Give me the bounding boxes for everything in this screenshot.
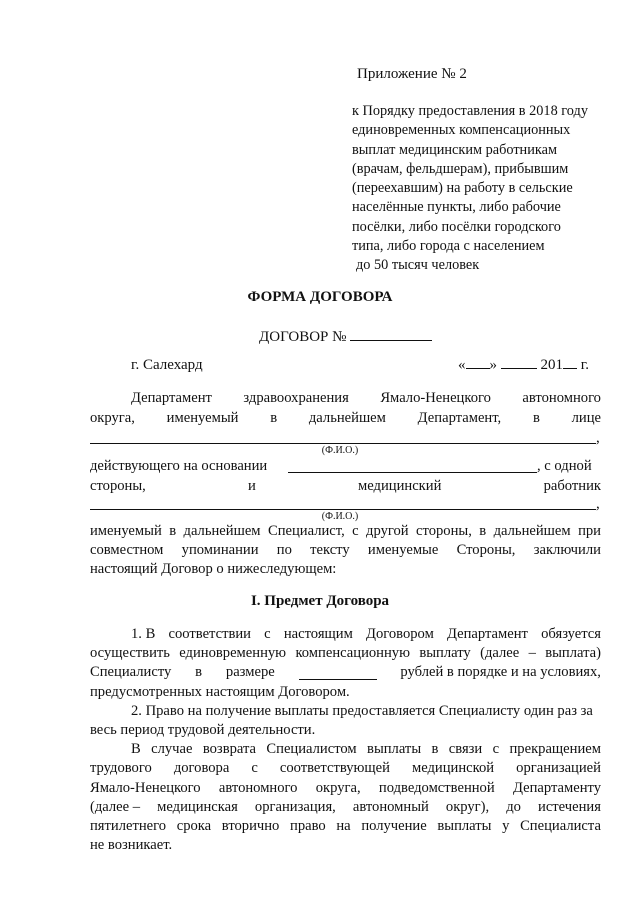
fio-caption: (Ф.И.О.): [321, 511, 359, 522]
word: осуществить: [90, 645, 170, 662]
text-line: весь период трудовой деятельности.: [90, 722, 316, 739]
parties-line-2: [90, 410, 601, 427]
word: выплата): [545, 645, 601, 662]
comma: ,: [596, 430, 600, 446]
word: прекращением: [509, 741, 601, 758]
word: Департамент,: [417, 410, 502, 426]
word: вторично: [221, 818, 280, 835]
parties-line-5: [90, 478, 601, 495]
fio-rep-blank: [90, 443, 596, 444]
word: медицинский: [358, 478, 442, 494]
date-day-blank: [466, 368, 490, 369]
word: договора: [173, 760, 230, 777]
word: в: [195, 664, 203, 681]
annex-line: типа, либо города с населением: [352, 238, 545, 255]
word: Департаменту: [512, 779, 601, 796]
word: округа,: [315, 779, 361, 796]
word: медицинская: [157, 798, 238, 815]
word: (далее: [480, 645, 520, 662]
text-line: предусмотренных настоящим Договором.: [90, 683, 350, 700]
word: Департамент: [131, 390, 212, 406]
word: автономного: [218, 779, 298, 796]
word: настоящим: [283, 626, 353, 642]
word: рублей в порядке и на условиях,: [400, 664, 601, 681]
date-year-blank: [563, 368, 577, 369]
word: (далее –: [90, 798, 141, 815]
comma: ,: [596, 496, 600, 512]
word: автономный: [352, 798, 429, 815]
word: случае: [151, 741, 193, 758]
date-month-blank: [501, 368, 537, 369]
word: единовременную: [179, 645, 287, 662]
annex-line: единовременных компенсационных: [352, 122, 571, 139]
word: выплаты: [367, 741, 422, 758]
payment-amount-blank: [299, 663, 377, 679]
word: с: [352, 523, 359, 539]
word: Департамент: [447, 626, 528, 642]
basis-suffix: , с одной: [537, 458, 592, 474]
date-suffix: г.: [580, 357, 589, 373]
text-line: [90, 522, 601, 541]
word: пятилетнего: [90, 818, 167, 835]
word: размере: [225, 664, 275, 681]
word: по: [276, 542, 292, 559]
text-line: [90, 541, 601, 560]
word: дальнейшем: [493, 523, 571, 539]
word: возврата: [202, 741, 257, 758]
annex-line: к Порядку предоставления в 2018 году: [352, 103, 588, 119]
word: Специалист,: [267, 523, 345, 539]
city: г. Салехард: [131, 357, 203, 373]
word: стороны,: [416, 523, 472, 539]
section-1-body: [90, 625, 601, 855]
word: соответствующей: [279, 760, 390, 777]
word: другой: [366, 523, 409, 539]
word: в: [479, 523, 487, 539]
annex-title: Приложение № 2: [357, 66, 467, 82]
contract-number-blank: [350, 340, 432, 341]
word: заключили: [533, 542, 601, 559]
word: подведомственной: [378, 779, 495, 796]
word: стороны,: [90, 478, 146, 494]
word: автономного: [522, 390, 601, 406]
annex-line: до 50 тысяч человек: [356, 257, 480, 274]
word: совместном: [90, 542, 164, 559]
text-line: [90, 740, 601, 759]
word: именуемые: [367, 542, 439, 559]
word: Ямало-Ненецкого: [380, 390, 491, 406]
word: 1. В: [131, 626, 156, 642]
fio-specialist-blank: [90, 509, 596, 510]
text-line: настоящий Договор о нижеследующем:: [90, 561, 337, 578]
word: у: [502, 818, 510, 835]
word: Стороны,: [456, 542, 516, 559]
word: Специалистом: [266, 741, 357, 758]
parties-line-1: [90, 390, 601, 407]
word: дальнейшем: [308, 410, 386, 426]
word: именуемый: [166, 410, 239, 426]
text-line: [90, 663, 601, 682]
word: до: [506, 798, 521, 815]
word: трудового: [90, 760, 152, 777]
word: соответствии: [168, 626, 251, 642]
word: с: [251, 760, 258, 777]
annex-line: (врачам, фельдшерам), прибывшим: [352, 160, 569, 177]
word: в: [532, 410, 540, 426]
text-line: [90, 644, 601, 663]
text-line: [90, 759, 601, 778]
word: упоминании: [181, 542, 259, 559]
annex-description: [352, 102, 620, 276]
contract-label: ДОГОВОР №: [259, 329, 347, 345]
contract-date: [458, 357, 589, 374]
form-title: ФОРМА ДОГОВОРА: [247, 289, 393, 305]
word: дальнейшем: [183, 523, 261, 539]
word: округ),: [445, 798, 490, 815]
word: здравоохранения: [243, 390, 349, 406]
word: в: [270, 410, 278, 426]
word: медицинской: [411, 760, 495, 777]
annex-line: (переехавшим) на работу в сельские: [352, 180, 573, 197]
annex-line: населённые пункты, либо рабочие: [352, 199, 561, 216]
annex-line: посёлки, либо посёлки городского: [352, 218, 561, 235]
word: и: [248, 478, 256, 494]
word: компенсационную: [295, 645, 411, 662]
word: Специалиста: [520, 818, 601, 835]
date-open-quote: «: [458, 357, 466, 373]
word: в: [169, 523, 177, 539]
word: обязуется: [541, 626, 601, 642]
text-line: не возникает.: [90, 837, 173, 854]
word: с: [492, 741, 500, 758]
text-line: 2. Право на получение выплаты предоставляется Специалисту один раз за: [131, 702, 593, 719]
word: организация,: [254, 798, 336, 815]
word: связи: [448, 741, 483, 758]
date-year: 201: [540, 357, 563, 373]
word: лице: [571, 410, 601, 426]
word: работник: [543, 478, 601, 494]
text-line: [90, 625, 601, 644]
word: в: [431, 741, 439, 758]
word: срока: [176, 818, 212, 835]
text-line: [90, 798, 601, 817]
word: тексту: [310, 542, 350, 559]
basis-label: действующего на основании: [90, 458, 268, 474]
text-line: [90, 779, 601, 798]
word: Ямало-Ненецкого: [90, 779, 201, 796]
word: при: [578, 523, 601, 539]
word: выплаты: [437, 818, 492, 835]
word: –: [528, 645, 536, 662]
word: Договором: [366, 626, 434, 642]
word: выплату: [419, 645, 471, 662]
word: Специалисту: [90, 664, 172, 681]
word: истечения: [538, 798, 601, 815]
annex-line: выплат медицинским работникам: [352, 141, 557, 158]
basis-blank: [288, 472, 537, 473]
word: организацией: [516, 760, 601, 777]
date-close-quote: »: [489, 357, 497, 373]
fio-caption: (Ф.И.О.): [321, 445, 359, 456]
word: В: [131, 741, 141, 758]
word: на: [336, 818, 351, 835]
word: получение: [361, 818, 427, 835]
text-line: [90, 817, 601, 836]
word: округа,: [90, 410, 135, 426]
word: с: [264, 626, 271, 642]
contract-number-line: [259, 329, 432, 346]
word: именуемый: [90, 523, 162, 539]
word: право: [290, 818, 326, 835]
parties-continuation: [90, 522, 601, 580]
section-title: I. Предмет Договора: [250, 593, 390, 609]
